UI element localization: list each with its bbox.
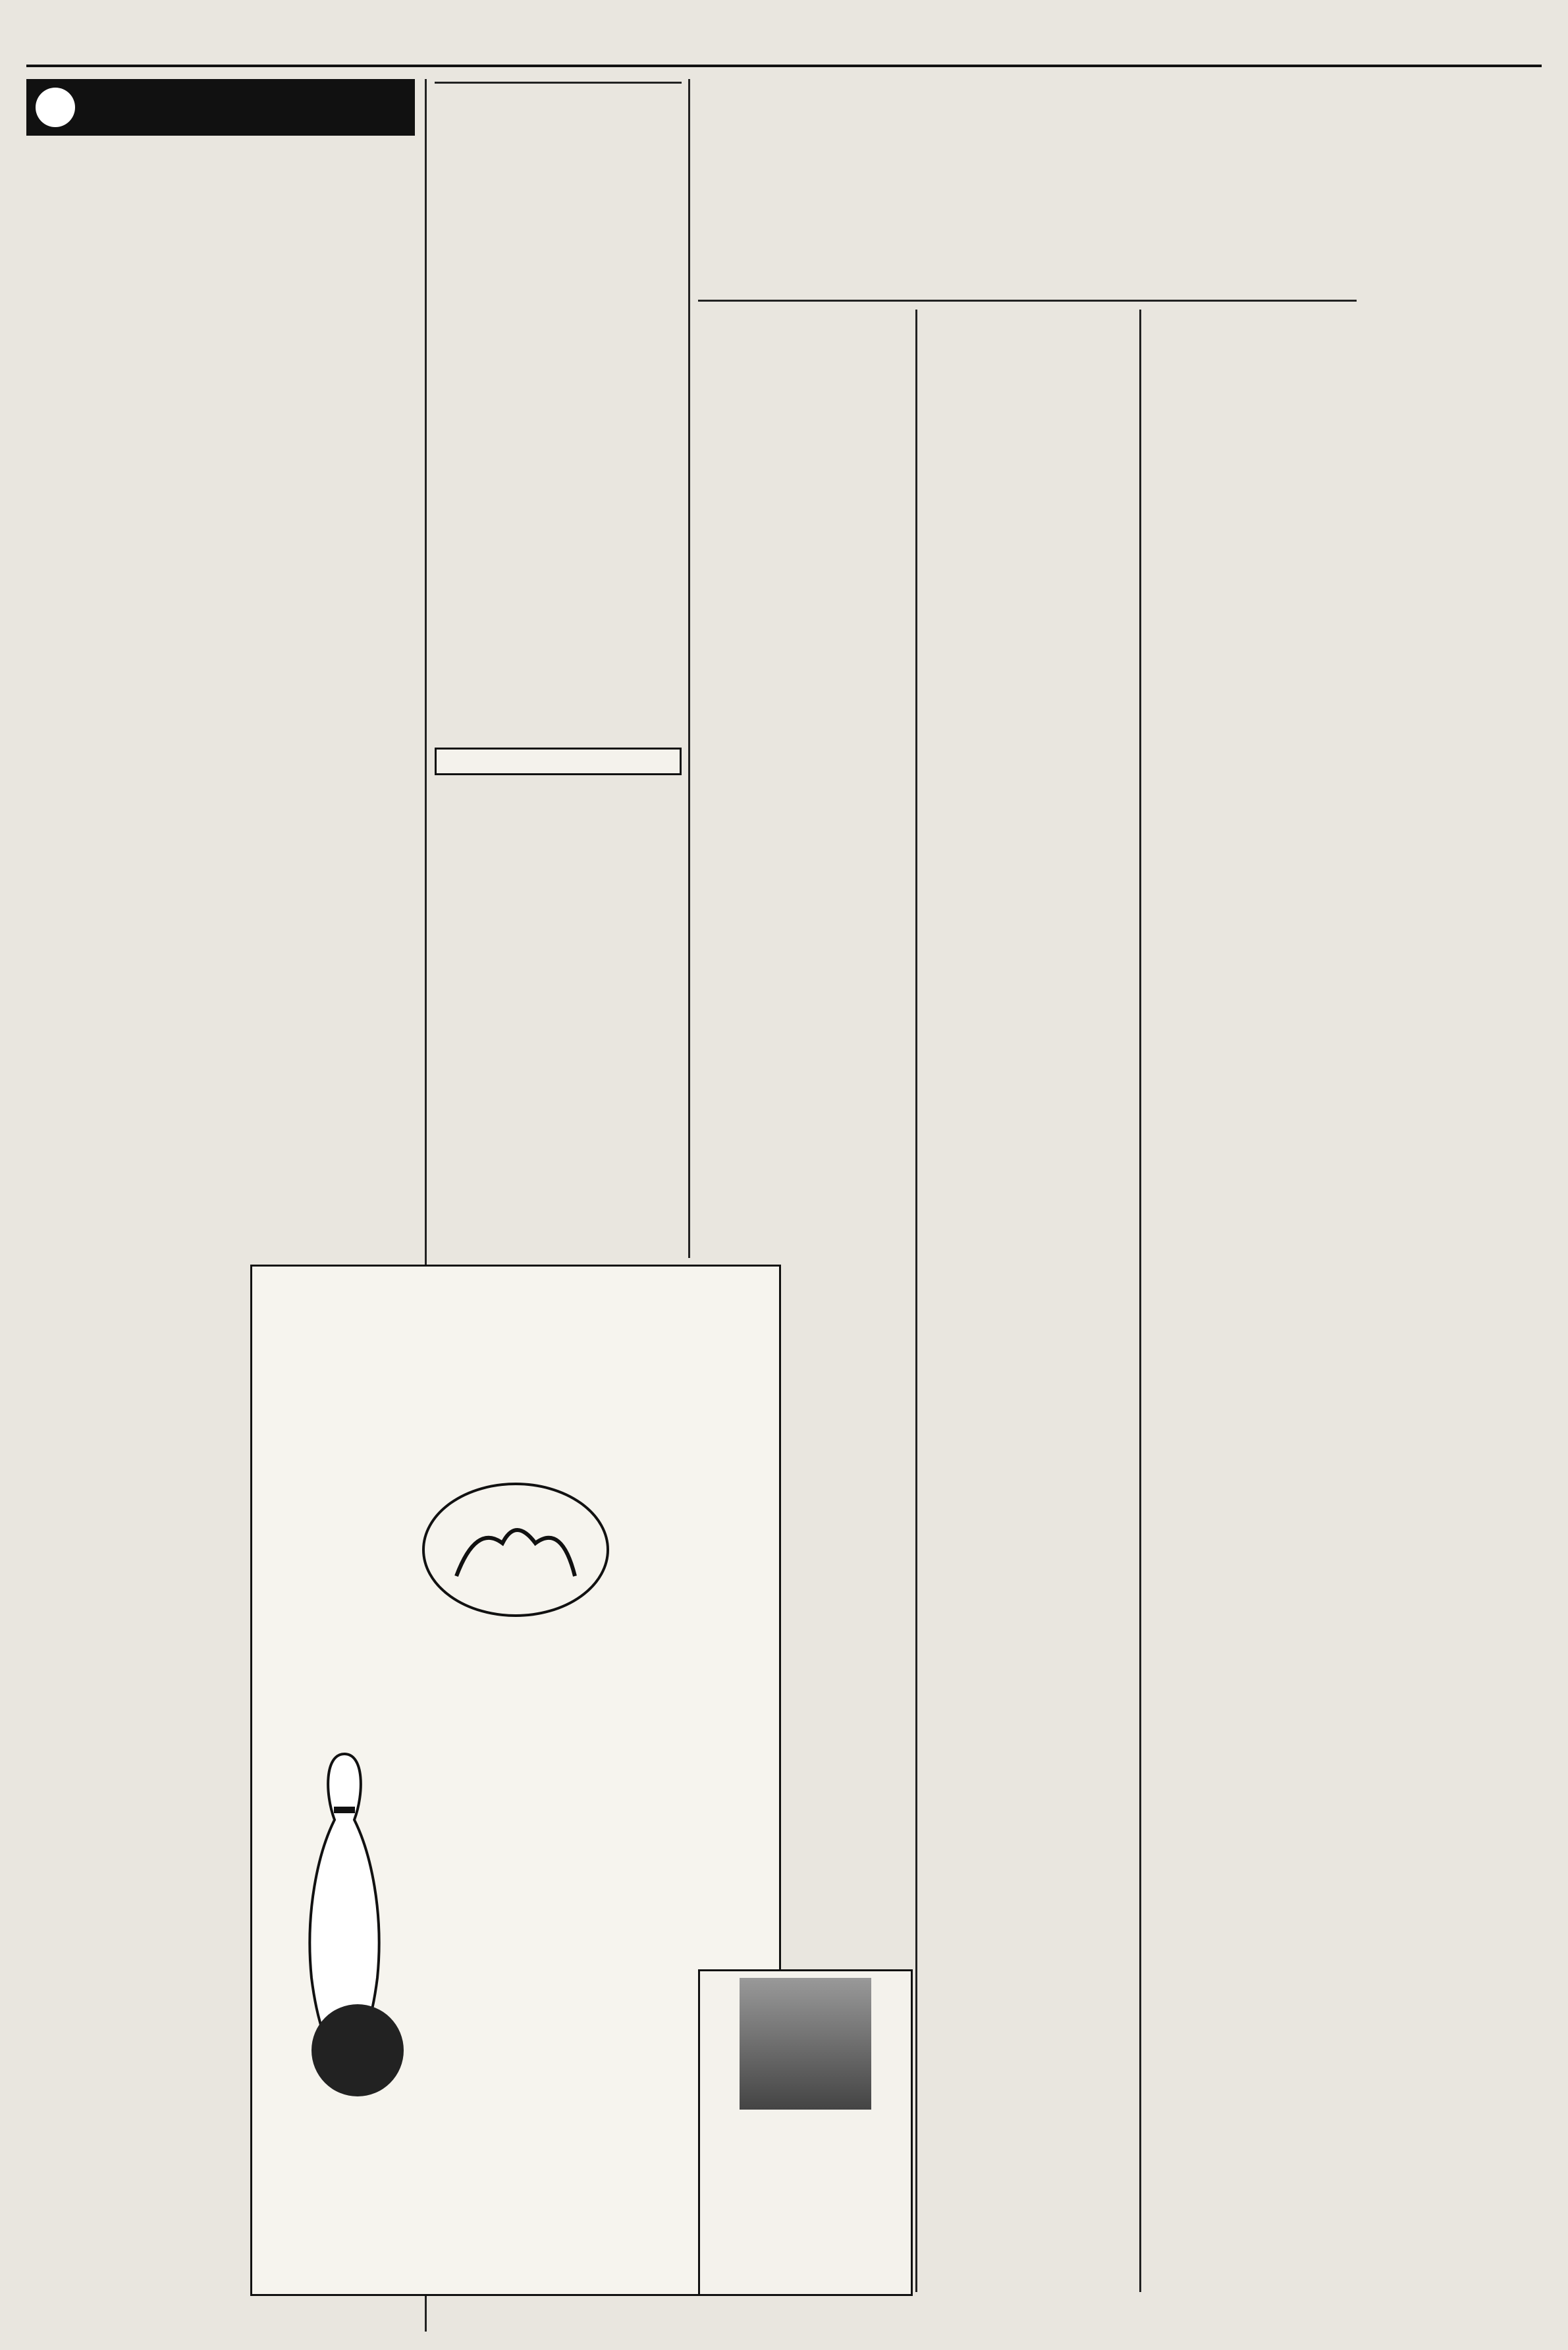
ika-body [1146, 1449, 1357, 1871]
masthead [0, 0, 1568, 66]
ofh-body [26, 153, 415, 561]
panel-body [1146, 1080, 1357, 1298]
arafat-body-a [698, 310, 909, 652]
arafat-story [698, 79, 1357, 88]
camel-logo-icon [417, 1477, 614, 1622]
football-icon [36, 88, 75, 127]
perilipsi-body [1146, 1976, 1357, 2292]
kao-body [26, 620, 415, 838]
epistoli-body [922, 711, 1133, 1054]
arafat-shoulders-a [1146, 310, 1357, 395]
voitheia-body [700, 2116, 911, 2261]
enoria-body [922, 1146, 1133, 1600]
story-rule [698, 300, 1357, 302]
arafat-body-b [922, 310, 1133, 652]
lykeio-body [698, 1719, 909, 1923]
arafat-shoulders-b [1146, 402, 1357, 514]
column-2 [435, 79, 682, 775]
lace-ad [435, 748, 682, 775]
ypiresia-body [922, 1752, 1133, 2292]
ofi-text [698, 659, 909, 1251]
moma-body [435, 103, 682, 558]
column-rule [915, 310, 917, 2292]
bowling-pin-icon [279, 1741, 410, 2110]
voitheia-box [698, 1969, 913, 2296]
herodotos-body [26, 568, 415, 607]
sports-banner [26, 79, 415, 136]
logistes-body [698, 1311, 909, 1614]
masthead-rule [26, 65, 1542, 67]
girl-photo [740, 1978, 871, 2110]
column-rule [688, 79, 690, 1258]
epistoli-cont [1146, 711, 1357, 896]
column-rule [1139, 310, 1141, 2292]
fx-title [435, 79, 682, 84]
archi-body [435, 578, 682, 729]
